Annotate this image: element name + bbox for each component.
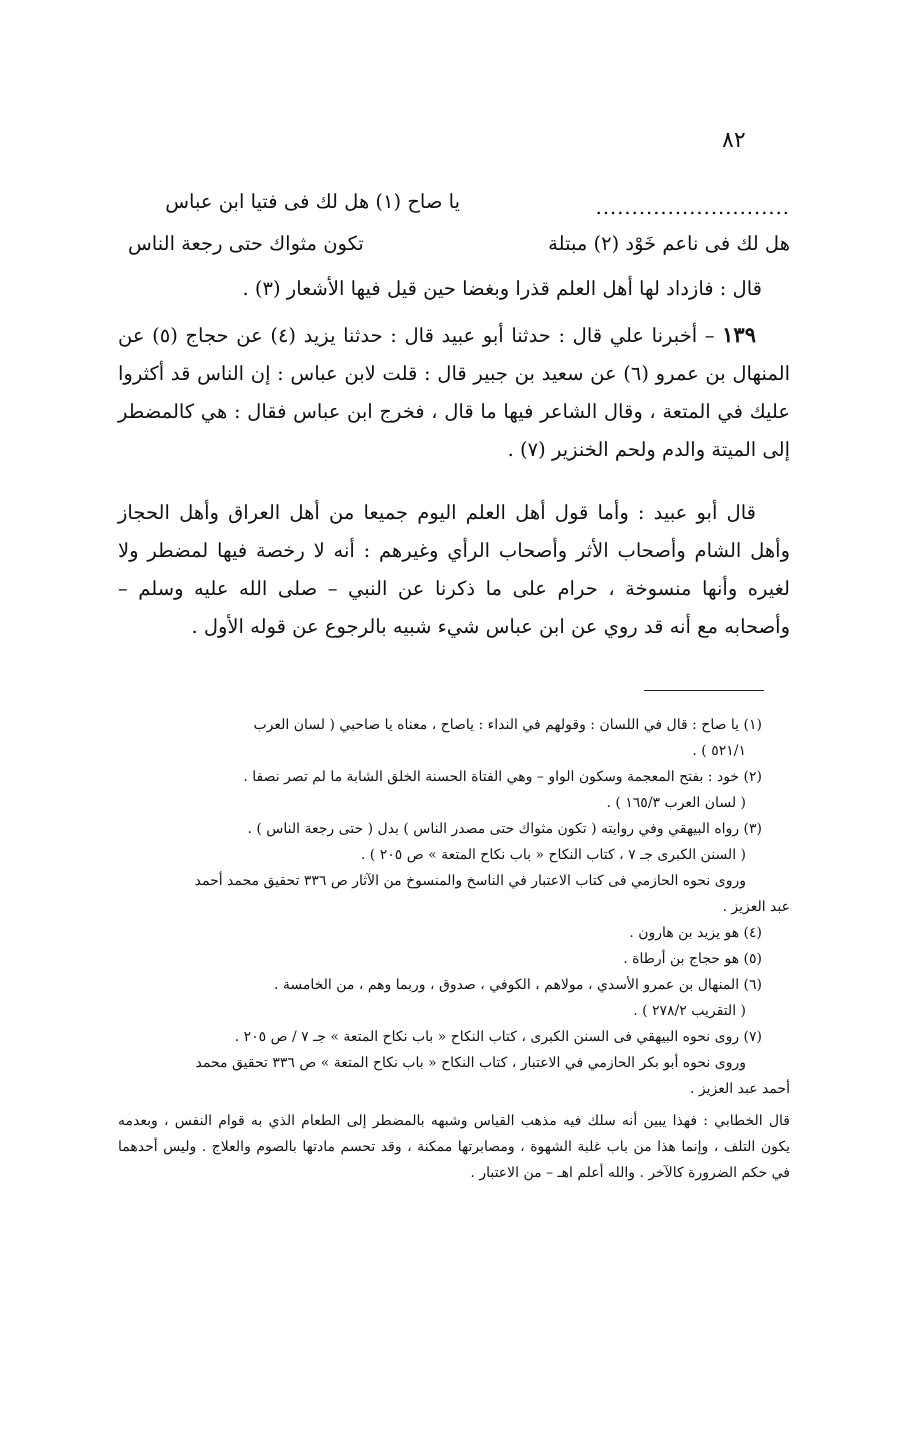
footnote-3: (٣) رواه البيهقي وفي روايته ( تكون مثواك حتى مصدر الناس ) بدل ( حتى رجعة الناس ) . xyxy=(247,821,762,837)
footnote-2-cont: ( لسان العرب ١٦٥/٣ ) . xyxy=(606,795,746,811)
footnote-7-cont-2: أحمد عبد العزيز . xyxy=(690,1081,790,1097)
verse-line-1-dots: ........................... xyxy=(595,196,790,219)
verse-line-1 xyxy=(118,190,790,230)
footnote-separator xyxy=(644,690,764,691)
verse-line-2 xyxy=(118,232,790,272)
qal-line: قال : فازداد لها أهل العلم قذرا وبغضا حين قيل فيها الأشعار (٣) . xyxy=(242,277,762,300)
verse-line-2-first-hemistich: هل لك فى ناعم خَوْد (٢) مبتلة xyxy=(548,232,790,255)
verse-line-2-second-hemistich: تكون مثواك حتى رجعة الناس xyxy=(128,232,364,255)
footnotes xyxy=(118,712,790,1102)
footnote-2: (٢) خود : بفتح المعجمة وسكون الواو – وهي الفتاة الحسنة الخلق الشابة ما لم تصر نصفا . xyxy=(243,769,762,785)
footnote-3-cont-3: عبد العزيز . xyxy=(722,899,790,915)
footnote-3-cont-2: وروى نحوه الحازمي فى كتاب الاعتبار في الناسخ والمنسوخ من الآثار ص ٣٣٦ تحقيق محمد أحمد xyxy=(194,873,746,889)
footnote-1: (١) يا صاح : قال في اللسان : وقولهم في النداء : ياصاح ، معناه يا صاحبي ( لسان العرب xyxy=(253,717,762,733)
paragraph-number: ١٣٩ xyxy=(722,322,756,347)
footnote-5: (٥) هو حجاج بن أرطاة . xyxy=(623,951,762,967)
page-number: ٨٢ xyxy=(722,128,746,153)
footnote-3-cont: ( السنن الكبرى جـ ٧ ، كتاب النكاح « باب نكاح المتعة » ص ٢٠٥ ) . xyxy=(360,847,746,863)
footnote-7: (٧) روى نحوه البيهقي فى السنن الكبرى ، كتاب النكاح « باب نكاح المتعة » جـ ٧ / ص ٢٠٥ . xyxy=(234,1029,762,1045)
paragraph-139-text: – أخبرنا علي قال : حدثنا أبو عبيد قال : حدثنا يزيد (٤) عن حجاج (٥) عن المنهال بن عمرو (٦) عن سعيد بن جبير قال : قلت لابن عباس : إن الناس قد أكثروا عليك في المتعة ، وقال الشاعر فيها ما قال ، فخرج ابن عباس فقال : هي كالمضطر إلى الميتة والدم ولحم الخنزير (٧) . xyxy=(118,324,790,461)
khattabi-note: قال الخطابي : فهذا يبين أنه سلك فيه مذهب القياس وشبهه بالمضطر إلى الطعام الذي به قوام النفس ، وبعدمه يكون التلف ، وإنما هذا من باب غلبة الشهوة ، ومصابرتها ممكنة ، وقد تحسم مادتها بالصوم والعلاج . وليس أحدهما في حكم الضرورة كالآخر . والله أعلم اهـ – من الاعتبار . xyxy=(118,1113,790,1181)
footnote-7-cont: وروى نحوه أبو بكر الحازمي في الاعتبار ، كتاب النكاح « باب نكاح المتعة » ص ٣٣٦ تحقيق محمد xyxy=(195,1055,746,1071)
paragraph-abu-ubaid: قال أبو عبيد : وأما قول أهل العلم اليوم جميعا من أهل العراق وأهل الحجاز وأهل الشام وأصحاب الأثر وأصحاب الرأي وغيرهم : أنه لا رخصة فيها لمضطر ولا لغيره وأنها منسوخة ، حرام على ما ذكرنا عن النبي – صلى الله عليه وسلم – وأصحابه مع أنه قد روي عن ابن عباس شيء شبيه بالرجوع عن قوله الأول . xyxy=(118,501,790,638)
verse-line-1-text: يا صاح (١) هل لك فى فتيا ابن عباس xyxy=(165,190,460,213)
paragraph-139 xyxy=(118,316,790,469)
footnote-6: (٦) المنهال بن عمرو الأسدي ، مولاهم ، الكوفي ، صدوق ، وربما وهم ، من الخامسة . xyxy=(273,977,762,993)
footnote-6-cont: ( التقريب ٢٧٨/٢ ) . xyxy=(633,1003,746,1019)
footnote-4: (٤) هو يزيد بن هارون . xyxy=(629,925,762,941)
footnote-1-cont: ٥٢١/١ ) . xyxy=(692,743,746,759)
